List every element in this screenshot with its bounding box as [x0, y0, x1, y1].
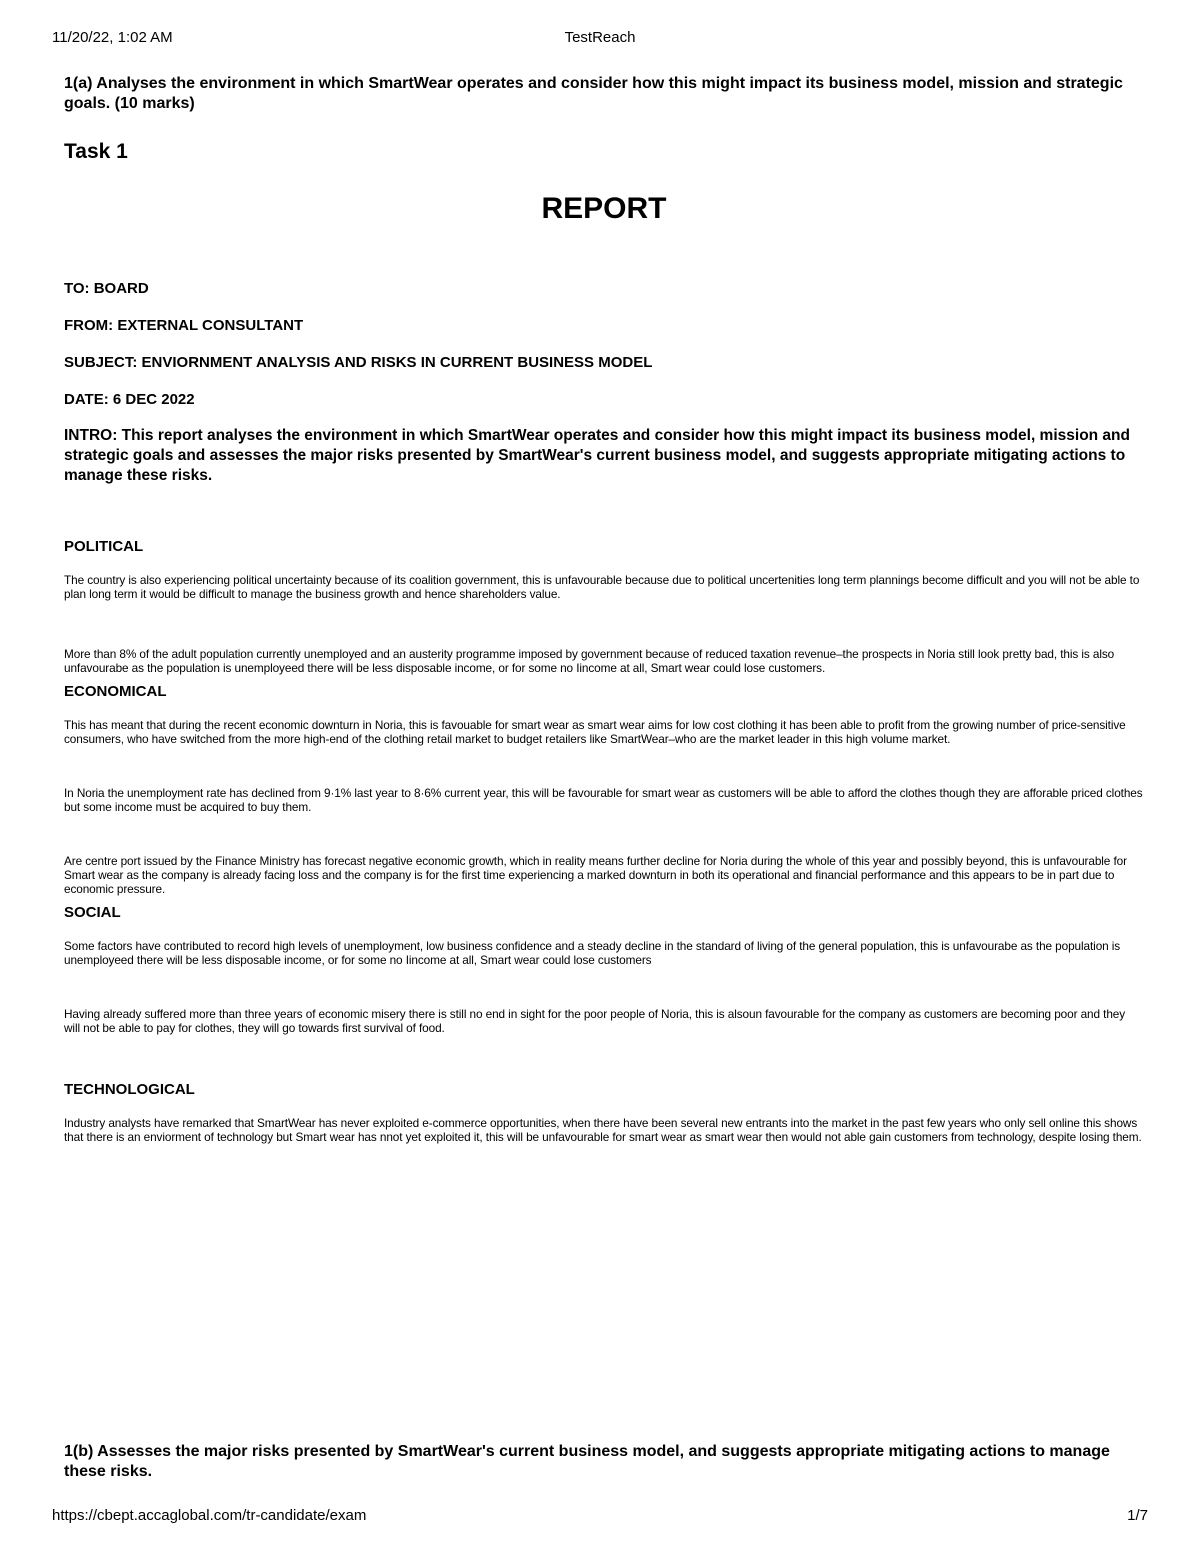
- paragraph: Industry analysts have remarked that SmartWear has never exploited e-commerce opportunities, when there have been several new entrants into the market in the past few years who only sell online this shows that there is an enviorment of technology but Smart wear has nnot yet exploited it, this will be unfavourable for smart wear as smart wear then would not able gain customers from technology, despite losing them.: [64, 1116, 1142, 1144]
- memo-intro: INTRO: This report analyses the environment in which SmartWear operates and consider how this might impact its business model, mission and strategic goals and assesses the major risks presented by SmartWear's current business model, and suggests appropriate mitigating actions to manage these risks.: [64, 427, 1130, 484]
- question-1b: 1(b) Assesses the major risks presented by SmartWear's current business model, and suggests appropriate mitigating actions to manage these risks.: [64, 1443, 1110, 1480]
- task-title: Task 1: [64, 140, 128, 163]
- section-social: [64, 904, 1144, 1035]
- question-1a: 1(a) Analyses the environment in which SmartWear operates and consider how this might impact its business model, mission and strategic goals. (10 marks): [64, 75, 1123, 112]
- paragraph: Having already suffered more than three years of economic misery there is still no end in sight for the poor people of Noria, this is alsoun favourable for the company as customers are becoming poor and they will not be able to pay for clothes, they will go towards first survival of food.: [64, 1007, 1126, 1035]
- print-site-title: TestReach: [564, 29, 636, 46]
- print-datetime: 11/20/22, 1:02 AM: [52, 29, 173, 46]
- document-body: [64, 74, 1144, 1184]
- section-heading: ECONOMICAL: [64, 683, 167, 700]
- paragraph: The country is also experiencing political uncertainty because of its coalition government, this is unfavourable because due to political uncertenities long term plannings become difficult and you will not be able to plan long term it would be difficult to manage the business growth and hence shareholders value.: [64, 573, 1140, 601]
- section-heading: TECHNOLOGICAL: [64, 1081, 195, 1098]
- paragraph: Some factors have contributed to record high levels of unemployment, low business confidence and a steady decline in the standard of living of the general population, this is unfavourabe as the population is unemployeed there will be less disposable income, or for some no Iincome at all, Smart wear could lose customers: [64, 939, 1121, 967]
- memo-header: [64, 280, 1144, 486]
- memo-date: DATE: 6 DEC 2022: [64, 391, 195, 408]
- section-economical: [64, 683, 1144, 896]
- memo-from: FROM: EXTERNAL CONSULTANT: [64, 317, 304, 334]
- section-political: [64, 538, 1144, 675]
- section-heading: SOCIAL: [64, 904, 121, 921]
- print-url[interactable]: https://cbept.accaglobal.com/tr-candidate/exam: [52, 1507, 367, 1524]
- paragraph: More than 8% of the adult population currently unemployed and an austerity programme imposed by government because of reduced taxation revenue–the prospects in Noria still look pretty bad, this is also unfavourabe as the population is unemployeed there will be less disposable income, or for some no Iincome at all, Smart wear could lose customers.: [64, 647, 1115, 675]
- print-page-number: 1/7: [1127, 1507, 1148, 1524]
- memo-subject: SUBJECT: ENVIORNMENT ANALYSIS AND RISKS IN CURRENT BUSINESS MODEL: [64, 354, 653, 371]
- section-heading: POLITICAL: [64, 538, 144, 555]
- print-header: [0, 28, 1200, 48]
- paragraph: In Noria the unemployment rate has declined from 9·1% last year to 8·6% current year, this will be favourable for smart wear as customers will be able to afford the clothes though they are afforable priced clothes but some income must be acquired to buy them.: [64, 786, 1143, 814]
- paragraph: Are centre port issued by the Finance Ministry has forecast negative economic growth, which in reality means further decline for Noria during the whole of this year and possibly beyond, this is unfavourable for Smart wear as the company is already facing loss and the company is for the first time experiencing a marked downturn in both its operational and financial performance and this appears to be in part due to economic pressure.: [64, 854, 1127, 896]
- memo-to: TO: BOARD: [64, 280, 149, 297]
- section-technological: [64, 1081, 1144, 1144]
- paragraph: This has meant that during the recent economic downturn in Noria, this is favouable for smart wear as smart wear aims for low cost clothing it has been able to profit from the growing number of price-sensitive consumers, who have switched from the more high-end of the clothing retail market to budget retailers like SmartWear–who are the market leader in this high volume market.: [64, 718, 1126, 746]
- report-title: REPORT: [541, 192, 667, 225]
- print-footer: [0, 1506, 1200, 1526]
